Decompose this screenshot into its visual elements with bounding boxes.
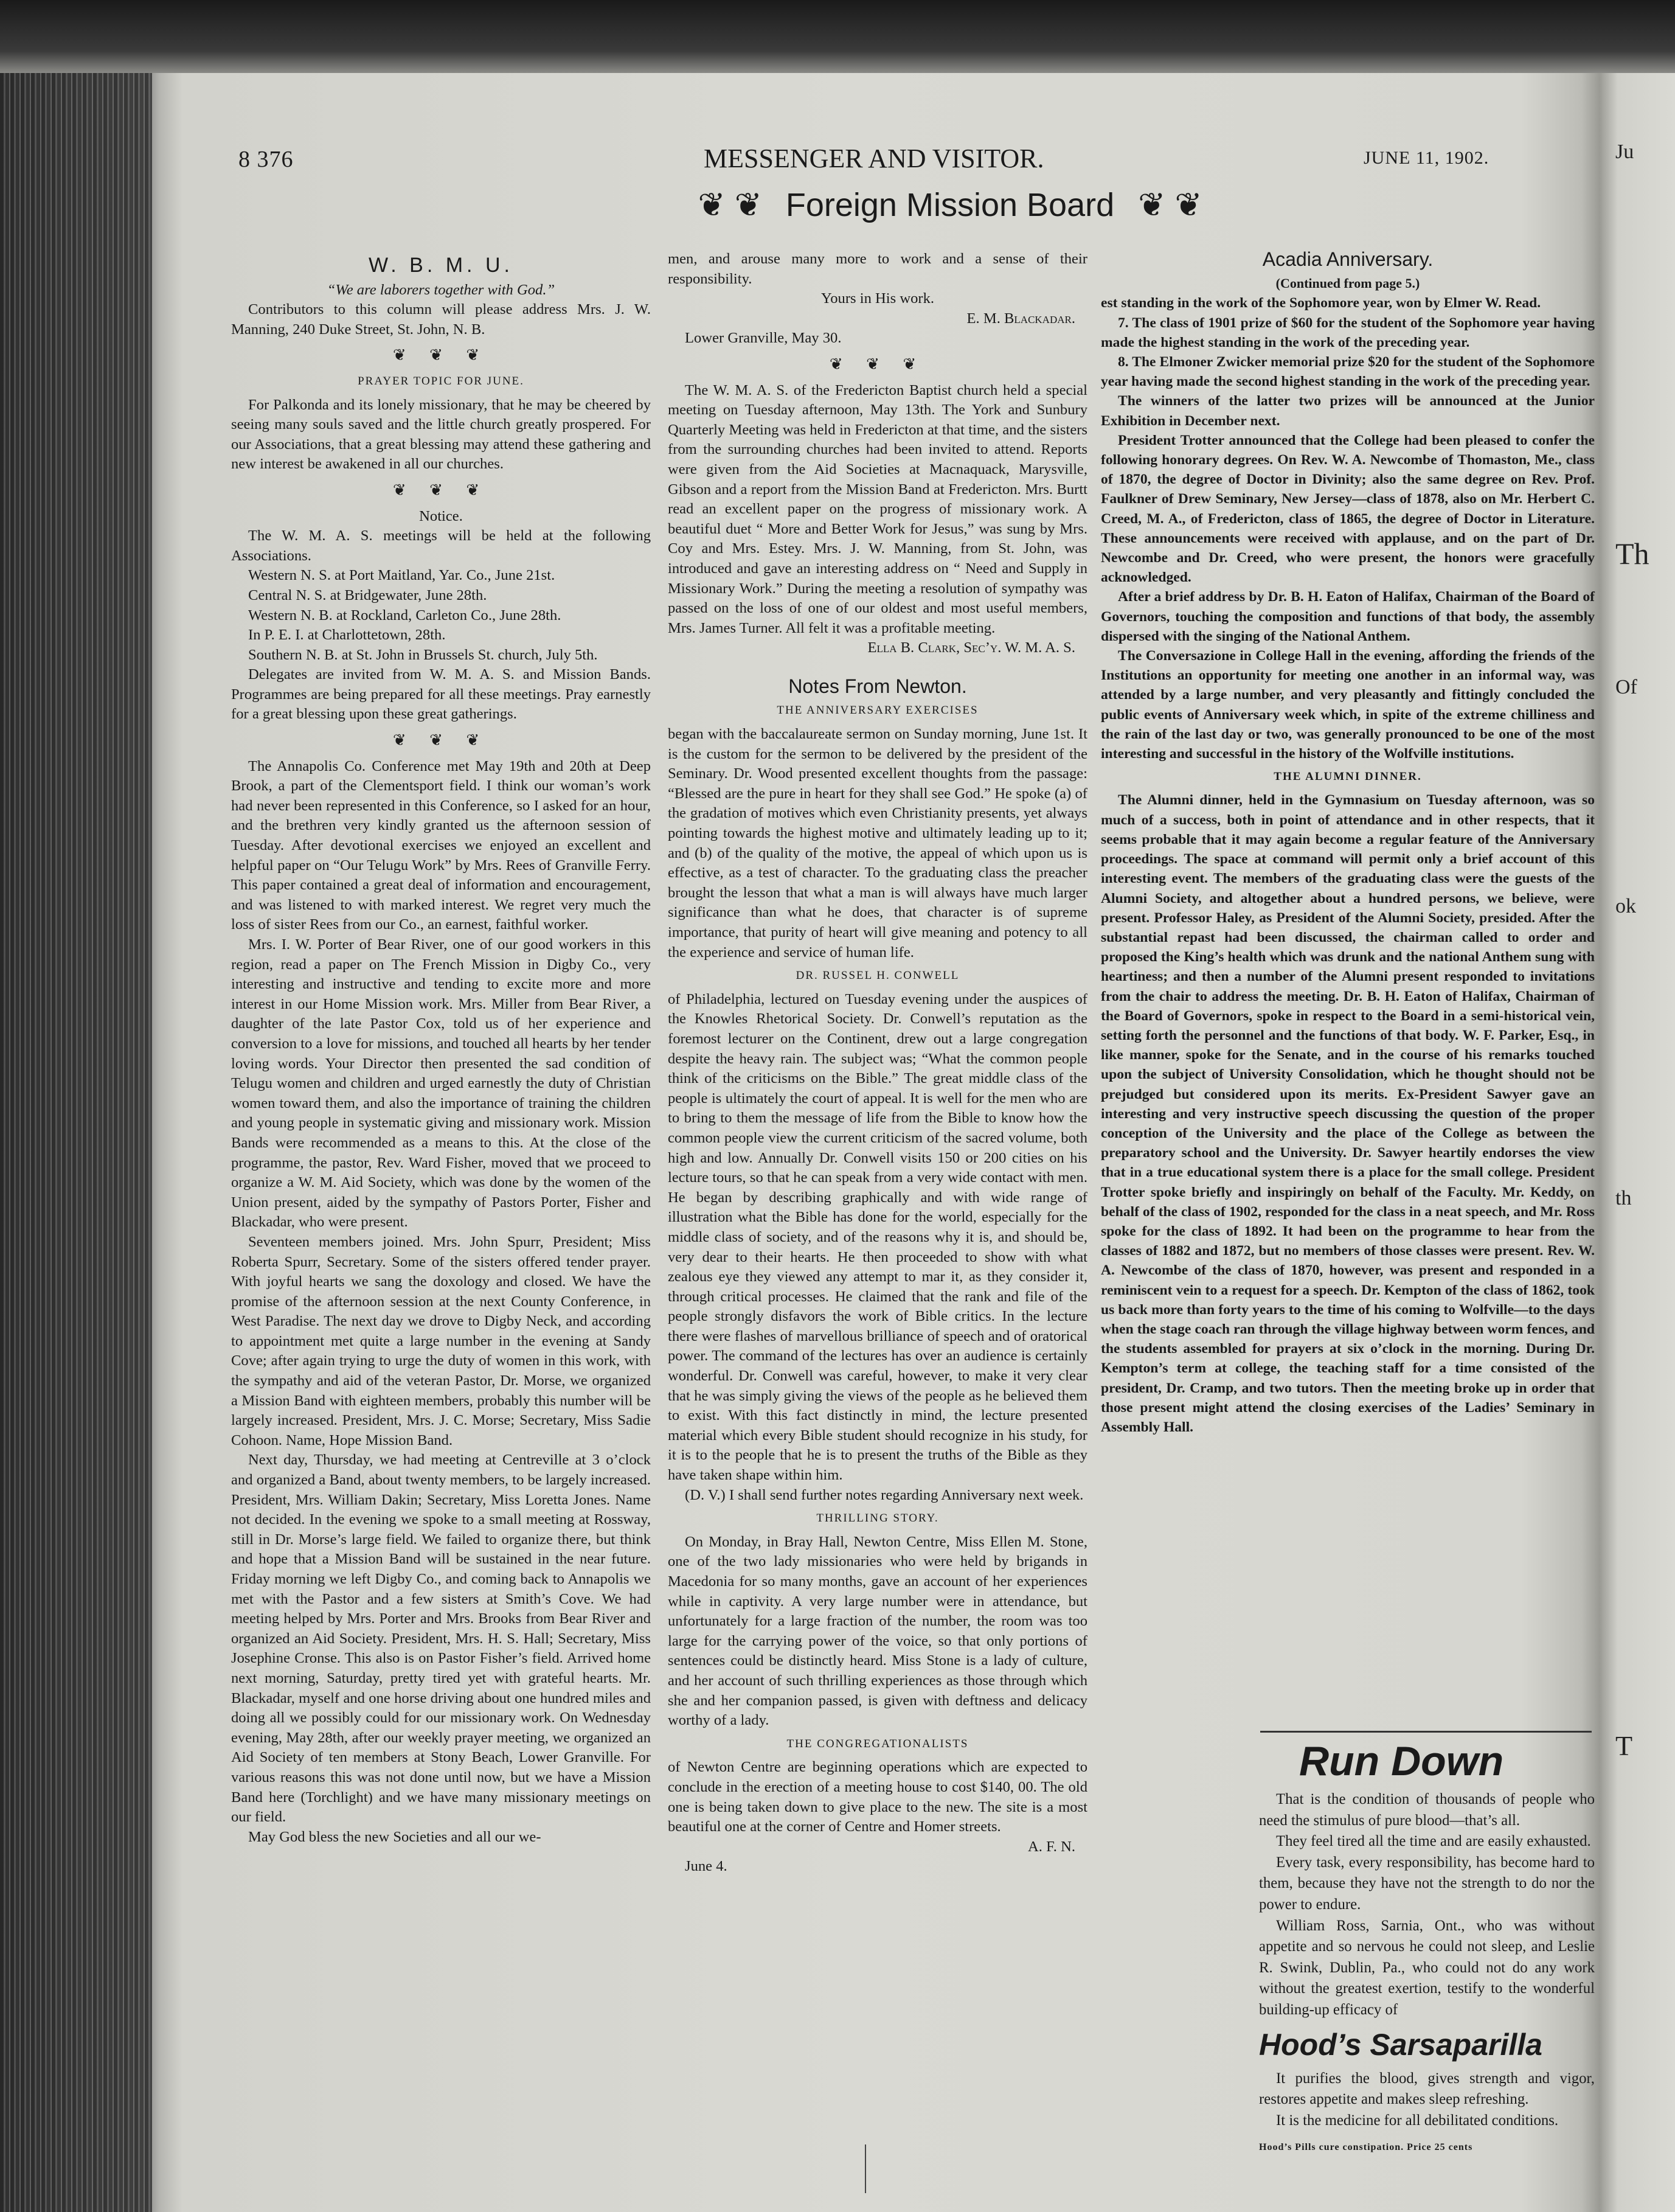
notice-item: Western N. S. at Port Maitland, Yar. Co., June 21st. [248,567,555,584]
motto: “We are laborers together with God.” [327,281,555,298]
article-paragraph: May God bless the new Societies and all our we- [248,1828,541,1845]
ornament-icon: ❦ [734,187,762,223]
advert-headline: Run Down [1299,1738,1504,1784]
signature: E. M. Blackadar. [966,310,1075,327]
advert-footer: Hood’s Pills cure constipation. Price 25 cents [1259,2142,1473,2153]
advert-paragraph: Every task, every responsibility, has become hard to them, because they have not the strength to do nor the power to endure. [1259,1854,1595,1913]
dateline: June 4. [685,1858,727,1875]
prayer-topic: For Palkonda and its lonely missionary, that he may be cheered by seeing many souls saved and the little church greatly prospered. For our Associations, that a great blessing may attend these gathering and new interest be awakened in all our churches. [231,396,651,473]
article-paragraph: began with the baccalaureate sermon on Sunday morning, June 1st. It is the custom for the sermon to be delivered by the president of the Seminary. Dr. Wood presented excellent thoughts from the passage: “Blessed are the pure in heart for they shall see God.” He spoke (a) of the gradation of motives which even Christianity presents, yet always pointing towards the highest motive and ultimately leading up to it; and (b) of the quality of the motive, the appeal of which upon us is effective, as a test of character. To the graduating class the preacher brought the lesson that what a man is will always have much larger significance than what he does, that character is of supreme importance, that purity of heart will give meaning and potency to all the experience and service of human life. [668,726,1087,961]
adjacent-page-fragment [1612,0,1675,2212]
section-title-row [622,186,1278,224]
article-paragraph: The Conversazione in College Hall in the evening, affording the friends of the Institutions an opportunity for meeting one another in an informal way, was attended by a large number, and very pleasantly and fittingly concluded the public events of Anniversary week which, in spite of the extreme chilliness and the rain of the last day or two, was generally pronounced to be one of the most interesting and successful in the history of the Wolfville institutions. [1101,648,1595,762]
page-number: 8 376 [238,147,294,172]
book-page-edges [0,73,152,2212]
advert-paragraph: That is the condition of thousands of people who need the stimulus of pure blood—that’s all. [1259,1791,1595,1829]
scanner-top-band [0,0,1675,73]
notice-delegates: Delegates are invited from W. M. A. S. and Mission Bands. Programmes are being prepared for all these meetings. Pray earnestly for a great blessing upon these great gatherings. [231,666,651,723]
article-paragraph: After a brief address by Dr. B. H. Eaton of Halifax, Chairman of the Board of Governors, touching the composition and functions of that body, the assembly dispersed with the singing of the National Anthem. [1101,589,1595,644]
article-paragraph: (D. V.) I shall send further notes regarding Anniversary next week. [685,1486,1084,1503]
notice-intro: The W. M. A. S. meetings will be held at the following Associations. [231,527,651,564]
article-continuation: men, and arouse many more to work and a sense of their responsibility. [668,251,1087,287]
article-paragraph: of Philadelphia, lectured on Tuesday evening under the auspices of the Knowles Rhetorical Society. Dr. Conwell’s reputation as the foremost lecturer on the Continent, drew out a large congregation despite the heavy rain. The subject was; “What the common people think of the criticisms on the Bible.” The great middle class of the people is ultimately the court of appeal. It is well for the men who are to bring to them the message of life from the Bible to know how the common people view the current criticism of the sacred volume, both high and low. Annually Dr. Conwell visits 150 or 200 cities on his lecture tours, so that he can speak from a very wide contact with men. He began by describing graphically and with wide range of illustration what the Bible has done for the world, especially for the middle class of society, and of the reasons why it is, and should be, very dear to their hearts. He then proceeded to show with what zealous eye they viewed any attempt to mar it, as they consider it, through critical processes. He claimed that the rank and file of the people strongly disfavors the work of Bible critics. In the lecture there were flashes of marvellous brilliance of speech and of oratorical power. The command of the lectures has over an audience is certainly wonderful. Dr. Conwell was careful, however, to make it very clear that he was simply giving the views of the people as he believed them to exist. With this fact distinctly in mind, the lecture presented material which every Bible student should recognize in his study, for it is to the people that he is to present the truths of the Bible as they have taken shape within him. [668,990,1087,1484]
continued-note: (Continued from page 5.) [1275,276,1420,291]
column-title: W. B. M. U. [369,254,513,277]
article-paragraph: The winners of the latter two prizes will be announced at the Junior Exhibition in December next. [1101,393,1595,429]
ornament-icon: ❦ [1174,187,1202,223]
notice-item: Central N. S. at Bridgewater, June 28th. [248,586,487,603]
article-paragraph: Seventeen members joined. Mrs. John Spurr, President; Miss Roberta Spurr, Secretary. Some of the sisters offered tender prayer. With joyful hearts we sang the doxology and closed. We have the promise of the afternoon session at the next County Conference, in West Paradise. The next day we drove to Digby Neck, and according to appointment met quite a large number in the evening at Sandy Cove; after again trying to urge the duty of women in this work, with the sympathy and aid of the veteran Pastor, Dr. Morse, we organized a Mission Band with eighteen members, probably this number will be largely increased. President, Mrs. J. C. Morse; Secretary, Miss Sadie Cohoon. Name, Hope Mission Band. [231,1233,651,1449]
fragment-text: Th [1615,537,1649,571]
signature: Ella B. Clark, Sec’y. W. M. A. S. [867,639,1075,656]
fragment-text: ok [1615,895,1636,917]
fragment-text: T [1615,1730,1633,1761]
ornament-divider: ❦ ❦ ❦ [829,355,926,373]
subheading: THE ALUMNI DINNER. [1274,770,1422,784]
signature: A. F. N. [1028,1838,1075,1855]
notice-item: Southern N. B. at St. John in Brussels St. church, July 5th. [248,646,598,663]
newspaper-page [159,76,1601,2212]
section-title: Foreign Mission Board [785,187,1115,223]
article-title: Notes From Newton. [788,675,967,697]
hoods-advertisement [1259,1737,1595,2158]
contributors-note: Contributors to this column will please address Mrs. J. W. Manning, 240 Duke Street, St. John, N. B. [231,301,651,338]
subheading: THE ANNIVERSARY EXERCISES [777,704,979,717]
article-paragraph: On Monday, in Bray Hall, Newton Centre, Miss Ellen M. Stone, one of the two lady missionaries who were held by brigands in Macedonia for so many months, gave an account of her experiences while in captivity. A very large number were in attendance, but unfortunately for a large fraction of the number, the room was too large for the carrying power of the voice, so that only portions of sentences could be distinctly heard. Miss Stone is a lady of culture, and her account of such thrilling experiences as those through which she and her companion passed, is given with deftness and delicacy worthy of a lady. [668,1533,1087,1729]
article-paragraph: The Alumni dinner, held in the Gymnasium on Tuesday afternoon, was so much of a success, both in point of attendance and in other respects, that it seems probable that it may again become a regular feature of the Anniversary proceedings. The space at command will permit only a brief account of this interesting event. The members of the graduating class were the guests of the Alumni Society, and altogether about a hundred persons, we believe, were present. Professor Haley, as President of the Alumni Society, presided. After the substantial repast had been discussed, the chairman called to order and proposed the King’s health which was drunk and the national Anthem sung with heartiness; and then a number of the Alumni present responded to invitations from the chair to address the meeting. Dr. B. H. Eaton of Halifax, Chairman of the Board of Governors, spoke in respect to the Board in a semi-historical vein, setting forth the personnel and the functions of that body. W. F. Parker, Esq., in like manner, spoke for the Senate, and in the course of his remarks touched upon the subject of University Consolidation, which he thought should not be prejudged but considered upon its merits. Ex-President Sawyer gave an interesting and very instructive speech discussing the question of the proper conception of the University and the place of the College as between the preparatory school and the University. Dr. Sawyer heartily endorses the view that in a true educational system there is a place for the small college. President Trotter spoke briefly and inspiringly on behalf of the Faculty. Mr. Keddy, on behalf of the class of 1902, responded for the class in a neat speech, and Mr. Ross spoke for the class of 1892. It had been on the programme to hear from the classes of 1882 and 1872, but no members of those classes were present. Rev. W. A. Newcombe of the class of 1870, however, was present and responded in a reminiscent vein to a request for a speech. Dr. Kempton of the class of 1862, took us back more than forty years to the time of his coming to Wolfville—to the days when the stage coach ran through the village highway between worm fences, and the students assembled for prayers at six o’clock in the morning. During Dr. Kempton’s term at college, the teaching staff for a time consisted of the president, Dr. Cramp, and two tutors. Then the meeting broke up in order that those present might attend the closing exercises of the Ladies’ Seminary in Assembly Hall. [1101,792,1595,1435]
article-paragraph: President Trotter announced that the College had been pleased to confer the following honorary degrees. On Rev. W. A. Newcombe of Thomaston, Me., class of 1870, the degree of Doctor in Divinity; also the same degree on Rev. Prof. Faulkner of Drew Seminary, New Jersey—class of 1878, also on Mr. Herbert C. Creed, M. A., of Fredericton, class of 1865, the degree of Doctor in Literature. These announcements were received with applause, and on the part of Dr. Newcombe and Dr. Creed, who were present, the honors were gracefully acknowledged. [1101,432,1595,586]
fragment-text: Of [1615,676,1637,698]
ornament-divider: ❦ ❦ ❦ [392,481,490,499]
pen-mark [865,2144,866,2193]
ornament-icon: ❦ [1138,187,1166,223]
product-name: Hood’s Sarsaparilla [1259,2027,1542,2062]
middle-column [668,249,1087,1877]
fragment-text: th [1615,1187,1632,1209]
advert-paragraph: It is the medicine for all debilitated conditions. [1276,2112,1559,2129]
subheading: DR. RUSSEL H. CONWELL [796,969,960,983]
subheading: PRAYER TOPIC FOR JUNE. [358,374,524,388]
advert-paragraph: They feel tired all the time and are easily exhausted. [1276,1833,1591,1850]
subheading: THRILLING STORY. [816,1512,939,1525]
subheading: THE CONGREGATIONALISTS [786,1737,969,1750]
issue-date: JUNE 11, 1902. [1364,148,1489,168]
dateline: Lower Granville, May 30. [685,330,842,347]
article-paragraph: 8. The Elmoner Zwicker memorial prize $20 for the student of the Sophomore year having made the second highest standing in the work of the preceding year. [1101,354,1595,390]
notice-heading: Notice. [419,507,463,524]
advert-top-rule [1260,1731,1592,1733]
article-title: Acadia Anniversary. [1262,248,1434,270]
article-paragraph: The W. M. A. S. of the Fredericton Baptist church held a special meeting on Tuesday afternoon, May 13th. The York and Sunbury Quarterly Meeting was held in Fredericton at that time, and the sisters from the surrounding churches had been invited to attend. Reports were given from the Aid Societies at Macnaquack, Marysville, Gibson and a report from the Mission Band at Fredericton. Mrs. Burtt read an excellent paper on the progress of missionary work. A beautiful duet “ More and Better Work for Jesus,” was sung by Mrs. Coy and Mrs. Estey. Mrs. J. W. Manning, from St. John, was introduced and gave an interesting address on “ Need and Supply in Missionary Work.” During the meeting a resolution of sympathy was passed on the loss of one of our oldest and most useful members, Mrs. James Turner. All felt it was a profitable meeting. [668,381,1087,636]
article-paragraph: Mrs. I. W. Porter of Bear River, one of our good workers in this region, read a paper on The French Mission in Digby Co., very interesting and instructive and tending to excite more and more interest in our Home Mission work. Mrs. Miller from Bear River, a daughter of the late Pastor Cox, told us of her experience and conversion to a love for missions, and touched all hearts by her tender loving words. Your Director then presented the sad condition of Telugu women and children and urged earnestly the duty of Christian women toward them, and also the importance of training the children and young people in systematic giving and missionary work. Mission Bands were recommended as a means to this. At the close of the programme, the pastor, Rev. Ward Fisher, moved that we proceed to organize a W. M. Aid Society, which was done by the women of the Union present, aided by the sympathy of Pastors Porter, Fisher and Blackadar, who were present. [231,936,651,1231]
article-paragraph: The Annapolis Co. Conference met May 19th and 20th at Deep Brook, a part of the Clementsport field. I think our woman’s work had never been represented in this Conference, so I asked for an hour, and the brethren very kindly granted us the afternoon session of Tuesday. After devotional exercises we enjoyed an excellent and helpful paper on “Our Telugu Work” by Mrs. Rees of Granville Ferry. This paper contained a great deal of information and encouragement, and was listened to with marked interest. We regret very much the loss of sister Rees from our Co., an earnest, faithful worker. [231,757,651,933]
article-paragraph: Next day, Thursday, we had meeting at Centreville at 3 o’clock and organized a Band, about twenty members, to be largely increased. President, Mrs. William Dakin; Secretary, Miss Loretta Jones. Name not decided. In the evening we spoke to a small meeting at Rossway, still in Dr. Morse’s large field. We failed to organize there, but think and hope that a Mission Band will be sustained in the near future. Friday morning we left Digby Co., and coming back to Annapolis we met with the Pastor and a few sisters at Smith’s Cove. We had meeting helped by Mrs. Porter and Mrs. Brooks from Bear River and organized an Aid Society. President, Mrs. H. S. Hall; Secretary, Miss Josephine Cronse. This also is on Pastor Fisher’s field. Arrived home next morning, Saturday, pretty tired yet with grateful hearts. Mr. Blackadar, myself and one horse driving about one hundred miles and doing all we possibly could for our missionary work. On Wednesday evening, May 28th, after our weekly prayer meeting, we organized an Aid Society of ten members at Stony Beach, Lower Granville. For various reasons this was not done until now, but we have a Mission Band here (Torchlight) and we have many missionary meetings on our field. [231,1452,651,1826]
fragment-text: Ju [1615,141,1634,163]
ornament-icon: ❦ [698,187,726,223]
advert-paragraph: William Ross, Sarnia, Ont., who was without appetite and so nervous he could not sleep, and Leslie R. Swink, Dublin, Pa., who could not do any work without the greatest exertion, testify to the wonderful building-up efficacy of [1259,1917,1595,2018]
closing: Yours in His work. [820,290,935,307]
advert-paragraph: It purifies the blood, gives strength and vigor, restores appetite and makes sleep refreshing. [1259,2070,1595,2108]
wbmu-column [231,249,651,1847]
acadia-column [1101,249,1595,1437]
notice-item: In P. E. I. at Charlottetown, 28th. [248,627,446,644]
ornament-divider: ❦ ❦ ❦ [392,346,490,364]
article-paragraph: of Newton Centre are beginning operations which are expected to conclude in the erection of a meeting house to cost $140, 00. The old one is being taken down to give place to the new. The site is a most beautiful one at the corner of Centre and Homer streets. [668,1759,1087,1835]
notice-item: Western N. B. at Rockland, Carleton Co., June 28th. [248,607,561,624]
ornament-divider: ❦ ❦ ❦ [392,731,490,750]
article-paragraph: est standing in the work of the Sophomore year, won by Elmer W. Read. [1101,295,1541,311]
article-paragraph: 7. The class of 1901 prize of $60 for the student of the Sophomore year having made the highest standing in the work of the preceding year. [1101,315,1595,350]
masthead: MESSENGER AND VISITOR. [704,144,1044,173]
